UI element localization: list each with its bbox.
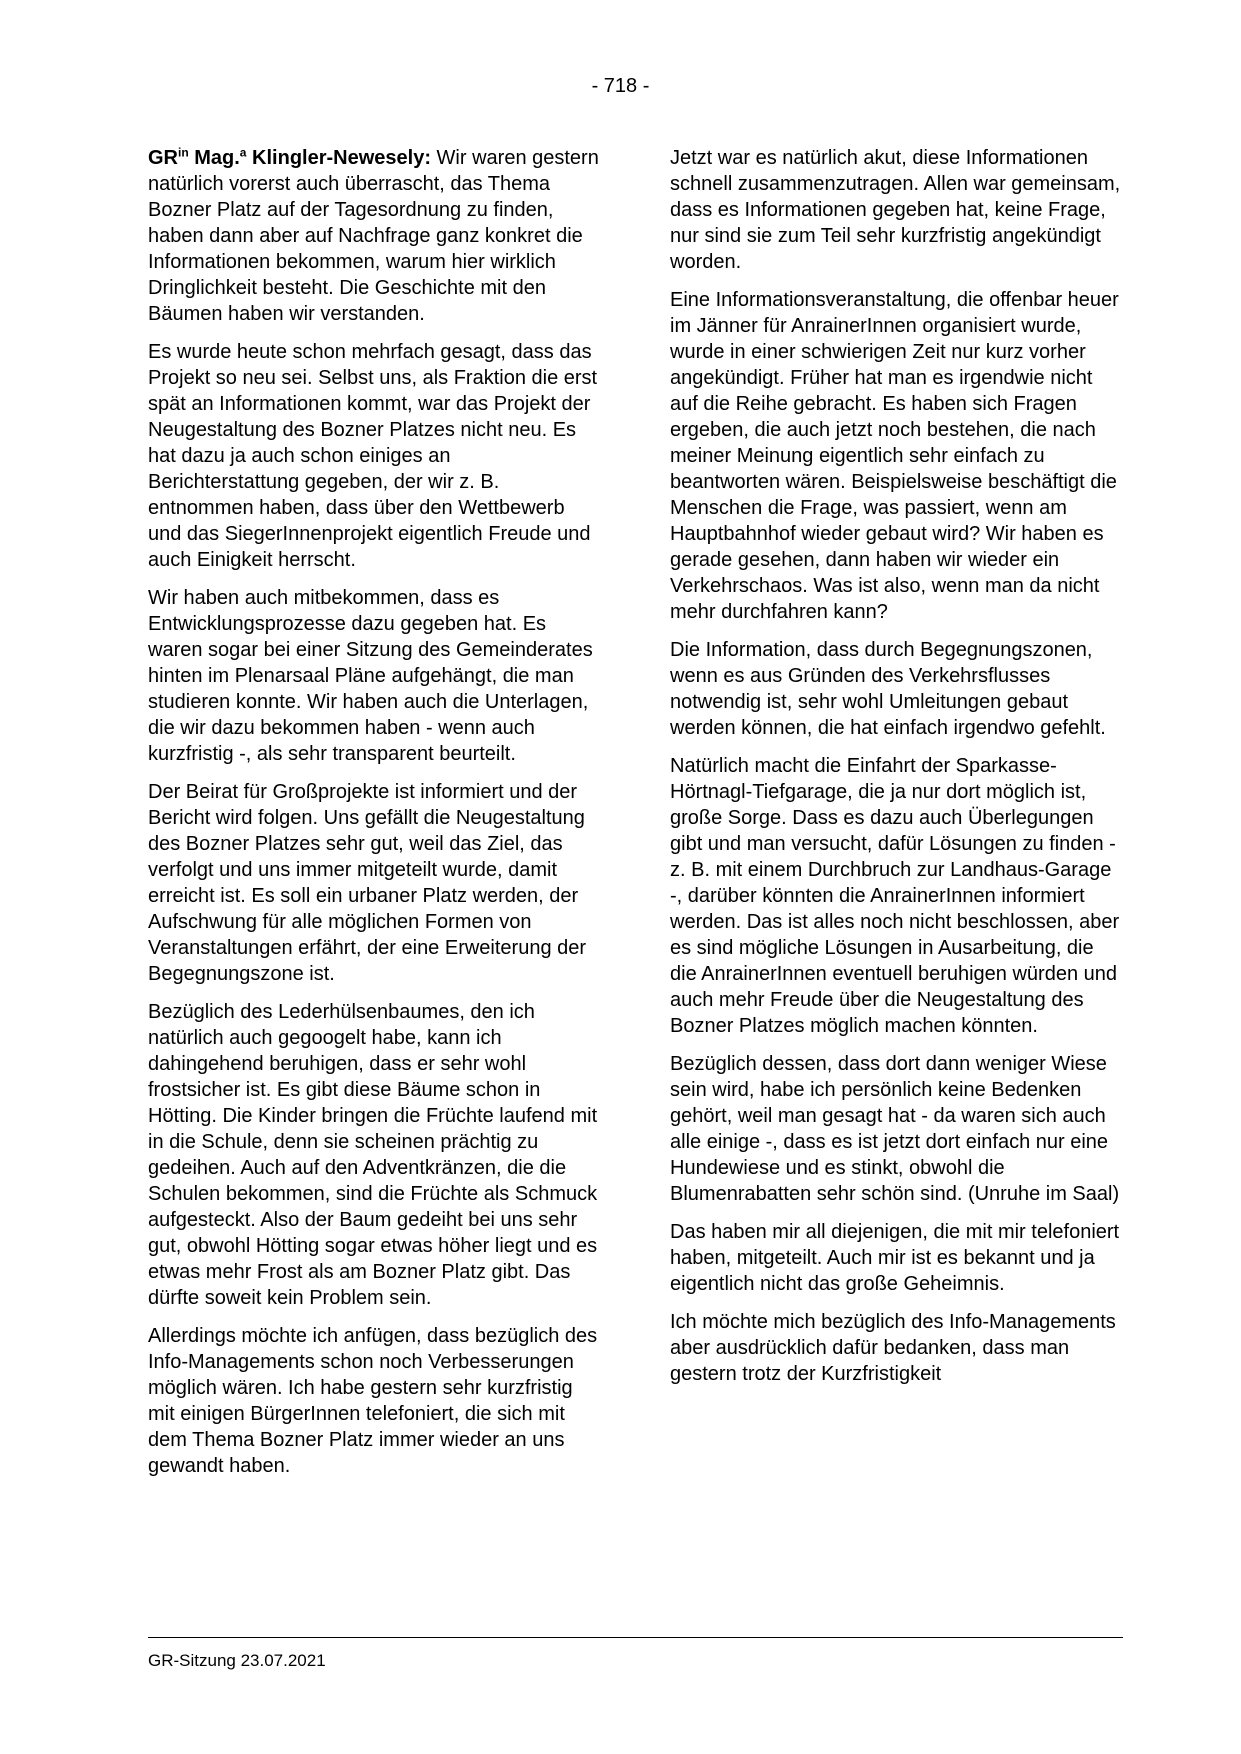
speaker-surname: Klingler-Newesely: [246, 147, 431, 169]
page-number: - 718 - [591, 75, 650, 97]
paragraph: Bezüglich dessen, dass dort dann weniger Wiese sein wird, habe ich persönlich keine Bedenken gehört, weil man gesagt hat - da waren sich auch alle einige -, dass es ist jetzt dort einfach nur eine Hundewiese und es stinkt, obwohl die Blumenrabatten sehr schön sind. (Unruhe im Saal) [670, 1053, 1120, 1205]
paragraph: Natürlich macht die Einfahrt der Sparkasse-Hörtnagl-Tiefgarage, die ja nur dort möglich ist, große Sorge. Dass es dazu auch Überlegungen gibt und man versucht, dafür Lösungen zu finden - z. B. mit einem Durchbruch zur Landhaus-Garage -, darüber könnten die AnrainerInnen informiert werden. Das ist alles noch nicht beschlossen, aber es sind mögliche Lösungen in Ausarbeitung, die die AnrainerInnen eventuell beruhigen würden und auch mehr Freude über die Neugestaltung des Bozner Platzes möglich machen könnten. [670, 755, 1120, 1037]
speaker-prefix: GR [148, 147, 178, 169]
right-column [670, 145, 1122, 1399]
speaker-prefix-sup: in [178, 145, 189, 160]
left-column [148, 145, 600, 1491]
paragraph: Bezüglich des Lederhülsenbaumes, den ich natürlich auch gegoogelt habe, kann ich dahingehend beruhigen, dass er sehr wohl frostsicher ist. Es gibt diese Bäume schon in Hötting. Die Kinder bringen die Früchte laufend mit in die Schule, denn sie scheinen prächtig zu gedeihen. Auch auf den Adventkränzen, die die Schulen bekommen, sind die Früchte als Schmuck aufgesteckt. Also der Baum gedeiht bei uns sehr gut, obwohl Hötting sogar etwas höher liegt und es etwas mehr Frost als am Bozner Platz gibt. Das dürfte soweit kein Problem sein. [148, 1001, 598, 1309]
paragraph: Eine Informationsveranstaltung, die offenbar heuer im Jänner für AnrainerInnen organisiert wurde, wurde in einer schwierigen Zeit nur kurz vorher angekündigt. Früher hat man es irgendwie nicht auf die Reihe gebracht. Es haben sich Fragen ergeben, die auch jetzt noch bestehen, die nach meiner Meinung eigentlich sehr einfach zu beantworten wären. Beispielsweise beschäftigt die Menschen die Frage, was passiert, wenn am Hauptbahnhof wieder gebaut wird? Wir haben es gerade gesehen, dann haben wir wieder ein Verkehrschaos. Was ist also, wenn man da nicht mehr durchfahren kann? [670, 289, 1119, 623]
paragraph: Es wurde heute schon mehrfach gesagt, dass das Projekt so neu sei. Selbst uns, als Fraktion die erst spät an Informationen kommt, war das Projekt der Neugestaltung des Bozner Platzes nicht neu. Es hat dazu ja auch schon einiges an Berichterstattung gegeben, der wir z. B. entnommen haben, dass über den Wettbewerb und das SiegerInnenprojekt eigentlich Freude und auch Einigkeit herrscht. [148, 341, 598, 571]
paragraph [148, 145, 600, 327]
paragraph: Das haben mir all diejenigen, die mit mir telefoniert haben, mitgeteilt. Auch mir ist es bekannt und ja eigentlich nicht das große Geheimnis. [670, 1221, 1120, 1295]
paragraph: Jetzt war es natürlich akut, diese Informationen schnell zusammenzutragen. Allen war gemeinsam, dass es Informationen gegeben hat, keine Frage, nur sind sie zum Teil sehr kurzfristig angekündigt worden. [670, 147, 1121, 273]
paragraph-text: Wir waren gestern natürlich vorerst auch überrascht, das Thema Bozner Platz auf der Tagesordnung zu finden, haben dann aber auf Nachfrage ganz konkret die Informationen bekommen, warum hier wirklich Dringlichkeit besteht. Die Geschichte mit den Bäumen haben wir verstanden. [148, 147, 599, 325]
paragraph: Ich möchte mich bezüglich des Info-Managements aber ausdrücklich dafür bedanken, dass man gestern trotz der Kurzfristigkeit [670, 1311, 1116, 1385]
paragraph: Wir haben auch mitbekommen, dass es Entwicklungsprozesse dazu gegeben hat. Es waren sogar bei einer Sitzung des Gemeinderates hinten im Plenarsaal Pläne aufgehängt, die man studieren konnte. Wir haben auch die Unterlagen, die wir dazu bekommen haben - wenn auch kurzfristig -, als sehr transparent beurteilt. [148, 587, 593, 765]
speaker-title: Mag. [188, 147, 240, 169]
paragraph: Der Beirat für Großprojekte ist informiert und der Bericht wird folgen. Uns gefällt die Neugestaltung des Bozner Platzes sehr gut, weil das Ziel, das verfolgt und uns immer mitgeteilt wurde, damit erreicht ist. Es soll ein urbaner Platz werden, der Aufschwung für alle möglichen Formen von Veranstaltungen erfährt, der eine Erweiterung der Begegnungszone ist. [148, 781, 587, 985]
paragraph: Allerdings möchte ich anfügen, dass bezüglich des Info-Managements schon noch Verbesserungen möglich wären. Ich habe gestern sehr kurzfristig mit einigen BürgerInnen telefoniert, die sich mit dem Thema Bozner Platz immer wieder an uns gewandt haben. [148, 1325, 598, 1477]
paragraph: Die Information, dass durch Begegnungszonen, wenn es aus Gründen des Verkehrsflusses notwendig ist, sehr wohl Umleitungen gebaut werden können, die hat einfach irgendwo gefehlt. [670, 639, 1106, 739]
footer-session-date: GR-Sitzung 23.07.2021 [148, 1651, 326, 1670]
speaker-name [148, 147, 431, 169]
footer-divider [148, 1637, 1123, 1638]
speaker-title-sup: a [239, 145, 247, 160]
